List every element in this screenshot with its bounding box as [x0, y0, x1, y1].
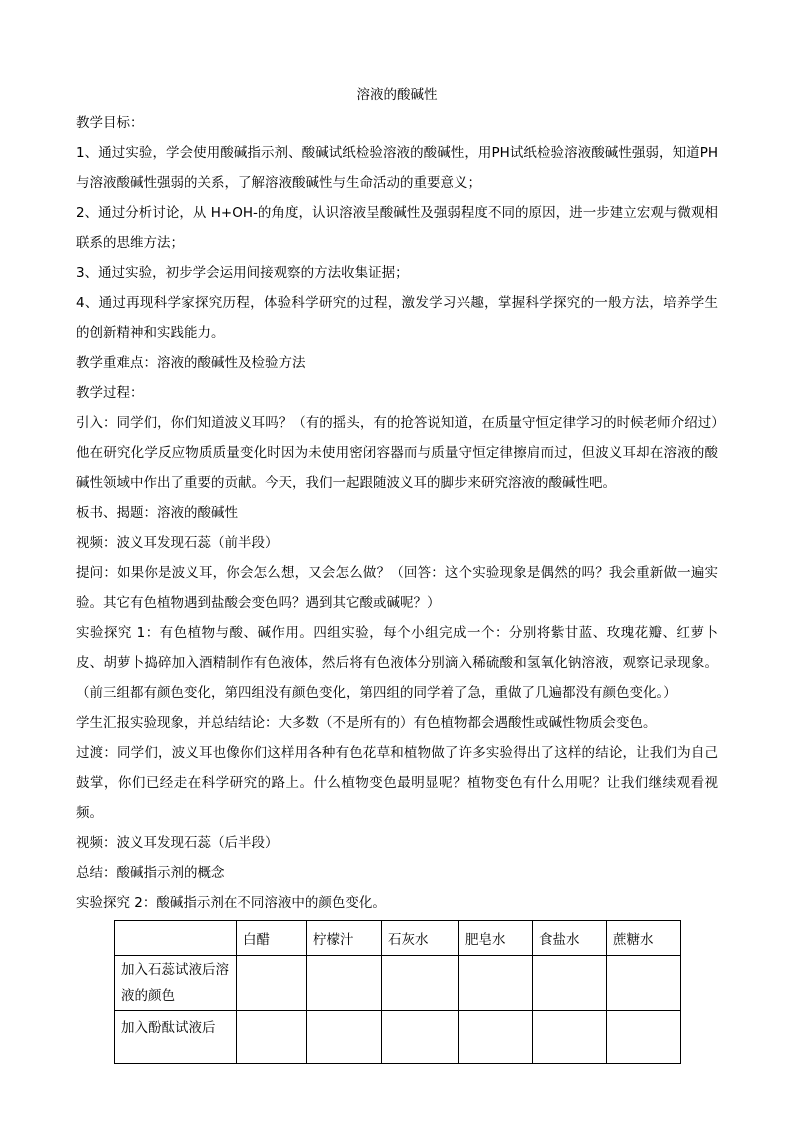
paragraph-video-2: 视频：波义耳发现石蕊（后半段）	[76, 835, 279, 851]
paragraph-objective-1: 1、通过实验，学会使用酸碱指示剂、酸碱试纸检验溶液的酸碱性，用PH试纸检验溶液酸碱性强弱，知道PH与溶液酸碱性强弱的关系，了解溶液酸碱性与生命活动的重要意义；	[76, 145, 718, 191]
table-cell	[382, 1011, 459, 1064]
table-cell	[459, 1011, 533, 1064]
table-row	[115, 956, 681, 1011]
table-row	[115, 1011, 681, 1064]
paragraph-objective-3: 3、通过实验，初步学会运用间接观察的方法收集证据；	[76, 265, 409, 281]
paragraph-experiment-2: 实验探究 2：酸碱指示剂在不同溶液中的颜色变化。	[76, 895, 386, 911]
table-cell	[307, 1011, 382, 1064]
paragraph-student-report: 学生汇报实验现象，并总结结论：大多数（不是所有的）有色植物都会遇酸性或碱性物质会变色。	[76, 715, 657, 731]
table-cell	[533, 1011, 607, 1064]
table-header-cell: 柠檬汁	[307, 921, 382, 956]
paragraph-objective-4: 4、通过再现科学家探究历程，体验科学研究的过程，激发学习兴趣，掌握科学探究的一般方法，培养学生的创新精神和实践能力。	[76, 295, 718, 341]
paragraph-process-heading: 教学过程：	[76, 385, 144, 401]
paragraph-introduction: 引入：同学们，你们知道波义耳吗？（有的摇头，有的抢答说知道，在质量守恒定律学习的时候老师介绍过）他在研究化学反应物质质量变化时因为未使用密闭容器而与质量守恒定律擦肩而过，但波义耳却在溶液的酸碱性领域中作出了重要的贡献。今天，我们一起跟随波义耳的脚步来研究溶液的酸碱性吧。	[76, 415, 718, 491]
document-page	[76, 84, 718, 1064]
table-header-row	[115, 921, 681, 956]
table-cell	[307, 956, 382, 1011]
paragraph-objective-2: 2、通过分析讨论，从 H+OH-的角度，认识溶液呈酸碱性及强弱程度不同的原因，进一步建立宏观与微观相联系的思维方法；	[76, 205, 718, 251]
paragraph-objectives-heading: 教学目标：	[76, 115, 144, 131]
table-cell	[607, 1011, 681, 1064]
table-header-cell: 肥皂水	[459, 921, 533, 956]
table-cell	[237, 956, 307, 1011]
paragraph-video-1: 视频：波义耳发现石蕊（前半段）	[76, 535, 279, 551]
table-row-label: 加入酚酞试液后	[115, 1011, 237, 1064]
indicator-color-table	[114, 920, 681, 1064]
paragraph-blackboard: 板书、揭题：溶液的酸碱性	[76, 505, 238, 521]
table-header-cell: 蔗糖水	[607, 921, 681, 956]
table-header-cell: 白醋	[237, 921, 307, 956]
paragraph-experiment-1: 实验探究 1：有色植物与酸、碱作用。四组实验，每个小组完成一个：分别将紫甘蓝、玫瑰花瓣、红萝卜皮、胡萝卜捣碎加入酒精制作有色液体，然后将有色液体分别滴入稀硫酸和氢氧化钠溶液，观察记录现象。（前三组都有颜色变化，第四组没有颜色变化，第四组的同学着了急，重做了几遍都没有颜色变化。）	[76, 625, 718, 701]
table-row-label: 加入石蕊试液后溶液的颜色	[115, 956, 237, 1011]
table-header-cell	[115, 921, 237, 956]
table-cell	[237, 1011, 307, 1064]
paragraph-key-points: 教学重难点：溶液的酸碱性及检验方法	[76, 355, 306, 371]
table-header-cell: 石灰水	[382, 921, 459, 956]
table-header-cell: 食盐水	[533, 921, 607, 956]
document-title: 溶液的酸碱性	[356, 87, 438, 103]
paragraph-transition: 过渡：同学们，波义耳也像你们这样用各种有色花草和植物做了许多实验得出了这样的结论，让我们为自己鼓掌，你们已经走在科学研究的路上。什么植物变色最明显呢？植物变色有什么用呢？让我们继续观看视频。	[76, 745, 718, 821]
table-cell	[382, 956, 459, 1011]
paragraph-question: 提问：如果你是波义耳，你会怎么想，又会怎么做？（回答：这个实验现象是偶然的吗？我会重新做一遍实验。其它有色植物遇到盐酸会变色吗？遇到其它酸或碱呢？）	[76, 565, 718, 611]
table-cell	[459, 956, 533, 1011]
table-cell	[607, 956, 681, 1011]
table-cell	[533, 956, 607, 1011]
paragraph-summary: 总结：酸碱指示剂的概念	[76, 865, 225, 881]
